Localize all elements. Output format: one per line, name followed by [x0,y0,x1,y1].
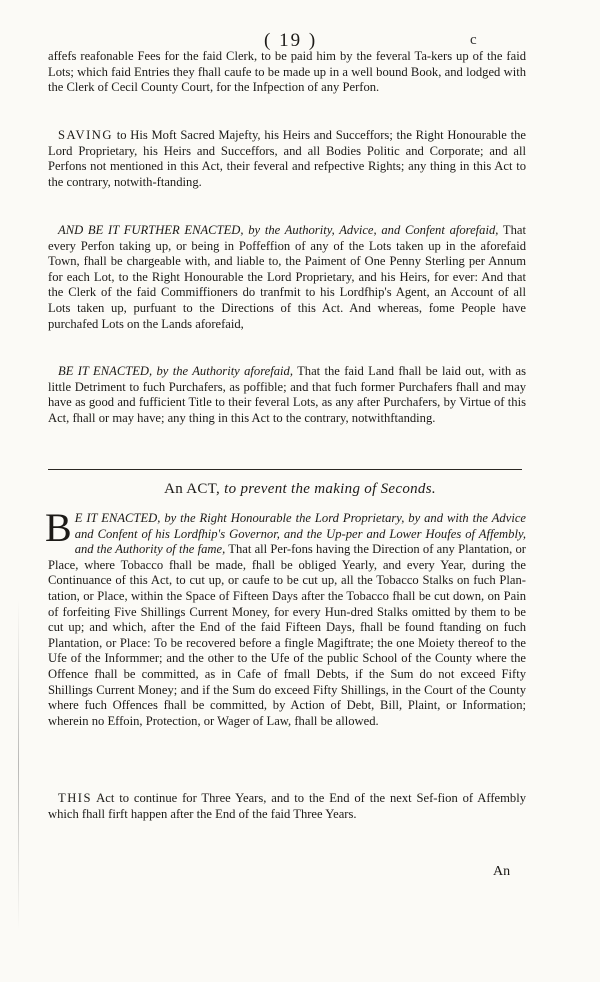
be-it-enacted-lead: BE IT ENACTED, by the Authority aforefaid, [58,364,293,378]
paragraph-fees-text: affefs reafonable Fees for the faid Clerk, to be paid him by the feveral Ta-kers up of the faid Lots; which faid Entries they fhall caufe to be made up in a well bound Book, and lodged with the Clerk of Cecil County Court, for the Infpection of any Perfon. [48,49,526,95]
corner-mark: c [470,32,477,48]
saving-text: to His Moft Sacred Majefty, his Heirs and Succeffors; the Right Honourable the Lord Proprietary, his Heirs and Succeffors, and all Bodies Politic and Corporate; and all Perfons not mentioned in this Act, their feveral and refpective Rights; any thing in this Act to the contrary, notwith-ftanding. [48,128,526,189]
page-number: ( 19 ) [264,30,318,51]
paragraph-continuance [48,791,526,822]
continuance-lead: THIS [58,791,92,805]
continuance-text: Act to continue for Three Years, and to the End of the next Sef-fion of Affembly which fhall firft happen after the End of the faid Three Years. [48,791,526,821]
act-title-italic: to prevent the making of Seconds. [220,481,436,497]
seconds-act-lead: E IT ENACTED, by the Right Honourable the Lord Proprietary, by and with the Advice and Confent of his Lordfhip's Governor, and the Up-per and Lower Houfes of Affembly, and the Authority of the fame, [74,511,526,557]
seconds-act-text: That all Per-fons having the Direction of any Plantation, or Place, where Tobacco fhall be made, fhall be obliged Yearly, and every Year, during the Continuance of this Act, to cut up, or caufe to be cut up, all the Tobacco Stalks on fuch Plan-tation, or Place, within the Space of Fifteen Days after the Tobacco fhall be cut down, on Pain of forfeiting Five Shillings Current Money, for every Hun-dred Stalks omitted by them to be cut up; and which, after the End of the faid Fifteen Days, fhall be found ftanding on fuch Plantation, or Place: To be recovered before a fingle Magiftrate; the one Moiety thereof to the Ufe of the Informmer; and the other to the Ufe of the public School of the County where the Offence fhall be committed, as in Cafe of fmall Debts, if the Sum do not exceed Fifty Shillings Current Money; and if the Sum do exceed Fifty Shillings, in the Court of the County where fuch Offences fhall be committed, by Action of Debt, Bill, Plaint, or Information; wherein no Effoin, Protection, or Wager of Law, fhall be allowed. [48,542,527,728]
act-title [0,481,600,498]
section-divider [48,469,522,470]
paragraph-saving [48,128,526,190]
drop-cap: B [45,505,72,550]
binding-shadow [18,600,19,930]
further-enacted-lead: AND BE IT FURTHER ENACTED, by the Authority, Advice, and Confent aforefaid, [58,223,499,237]
saving-lead: SAVING [58,128,113,142]
further-enacted-text: That every Perfon taking up, or being in Poffeffion of any of the Lots taken up in the aforefaid Town, fhall be chargeable with, and liable to, the Paiment of One Penny Sterling per Annum for each Lot, to the Right Honourable the Lord Proprietary, and his Heirs, for ever: And that the Clerk of the faid Commiffioners do tranfmit to his Lordfhip's Agent, an Account of all Lots taken up, purfuant to the Directions of this Act. And whereas, fome People have purchafed Lots on the Lands aforefaid, [48,223,527,331]
paragraph-further-enacted [48,223,526,332]
act-title-plain: An ACT, [164,481,221,497]
paragraph-fees [48,49,526,96]
catchword: An [493,864,511,879]
be-it-enacted-text: That the faid Land fhall be laid out, with as little Detriment to fuch Purchafers, as poffible; and that fuch former Purchafers fhall and may have as good and fufficient Title to their feveral Lots, as any after Purchafers, by Virtue of this Act, fhall or may have; any thing in this Act to the contrary, notwithftanding. [48,364,526,425]
paragraph-seconds-act [45,505,527,729]
paragraph-be-it-enacted [48,364,526,426]
